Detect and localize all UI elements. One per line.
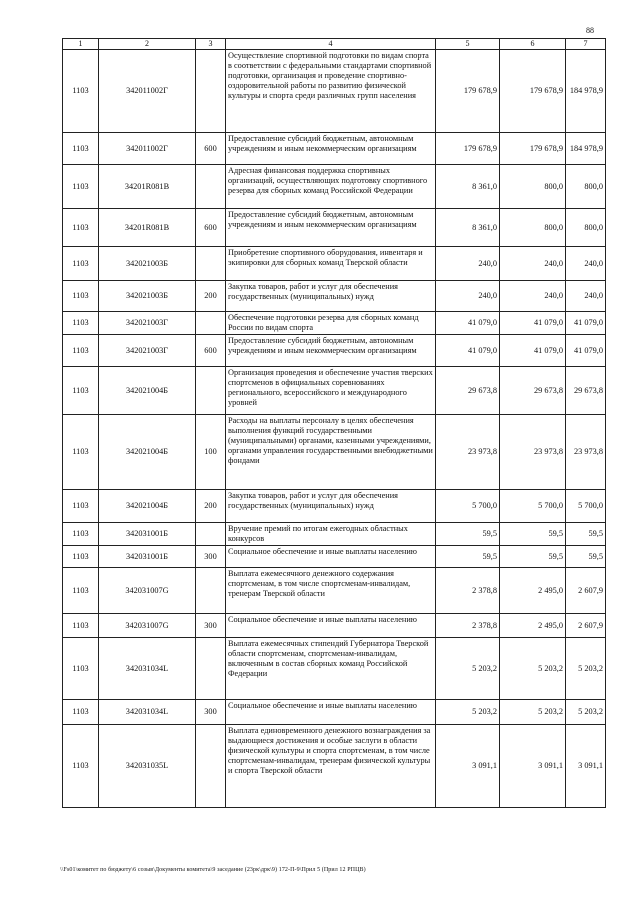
section-code-cell: 1103 <box>63 50 99 133</box>
expense-type-cell: 100 <box>196 415 226 490</box>
section-code-cell: 1103 <box>63 546 99 568</box>
item-name-cell: Закупка товаров, работ и услуг для обеспечения государственных (муниципальных) нужд <box>226 281 436 312</box>
amount-year1-cell: 2 378,8 <box>436 568 500 614</box>
amount-year2-cell: 3 091,1 <box>500 725 566 808</box>
column-header: 2 <box>99 39 196 50</box>
amount-year3-cell: 59,5 <box>566 523 606 546</box>
column-header: 4 <box>226 39 436 50</box>
target-article-cell: 342021003Б <box>99 281 196 312</box>
section-code-cell: 1103 <box>63 367 99 415</box>
item-name-cell: Предоставление субсидий бюджетным, автономным учреждениям и иным некоммерческим организациям <box>226 209 436 247</box>
amount-year3-cell: 29 673,8 <box>566 367 606 415</box>
item-name-cell: Расходы на выплаты персоналу в целях обеспечения выполнения функций государственными (муниципальными) органами, казенными учреждениями, органами управления государственными внебюджетными фондами <box>226 415 436 490</box>
expense-type-cell <box>196 367 226 415</box>
section-code-cell: 1103 <box>63 490 99 523</box>
amount-year1-cell: 41 079,0 <box>436 335 500 367</box>
amount-year2-cell: 2 495,0 <box>500 614 566 638</box>
target-article-cell: 342031034L <box>99 700 196 725</box>
target-article-cell: 34201R081В <box>99 209 196 247</box>
target-article-cell: 342021004Б <box>99 367 196 415</box>
expense-type-cell <box>196 165 226 209</box>
section-code-cell: 1103 <box>63 415 99 490</box>
amount-year2-cell: 41 079,0 <box>500 312 566 335</box>
table-row <box>63 614 606 638</box>
section-code-cell: 1103 <box>63 614 99 638</box>
amount-year3-cell: 800,0 <box>566 165 606 209</box>
amount-year3-cell: 41 079,0 <box>566 335 606 367</box>
target-article-cell: 342031001Б <box>99 546 196 568</box>
amount-year2-cell: 59,5 <box>500 546 566 568</box>
amount-year1-cell: 5 700,0 <box>436 490 500 523</box>
table-row <box>63 247 606 281</box>
amount-year3-cell: 184 978,9 <box>566 133 606 165</box>
table-row <box>63 568 606 614</box>
target-article-cell: 342031035L <box>99 725 196 808</box>
section-code-cell: 1103 <box>63 638 99 700</box>
amount-year3-cell: 2 607,9 <box>566 568 606 614</box>
expense-type-cell: 600 <box>196 133 226 165</box>
amount-year3-cell: 59,5 <box>566 546 606 568</box>
column-header: 5 <box>436 39 500 50</box>
amount-year3-cell: 3 091,1 <box>566 725 606 808</box>
column-header: 6 <box>500 39 566 50</box>
amount-year1-cell: 2 378,8 <box>436 614 500 638</box>
column-header: 1 <box>63 39 99 50</box>
amount-year2-cell: 23 973,8 <box>500 415 566 490</box>
target-article-cell: 342021004Б <box>99 490 196 523</box>
amount-year3-cell: 5 700,0 <box>566 490 606 523</box>
footer-path: \\Fs01\комитет по бюджету\6 созыв\Документы комитета\9 заседание (23рк\дрк\9) 172-П-9\Прил 5 (Прил 12 РПЦВ) <box>60 867 366 873</box>
amount-year2-cell: 240,0 <box>500 247 566 281</box>
column-header: 7 <box>566 39 606 50</box>
amount-year1-cell: 59,5 <box>436 523 500 546</box>
amount-year2-cell: 5 203,2 <box>500 638 566 700</box>
item-name-cell: Адресная финансовая поддержка спортивных организаций, осуществляющих подготовку спортивного резерва для сборных команд Российской Федерации <box>226 165 436 209</box>
item-name-cell: Предоставление субсидий бюджетным, автономным учреждениям и иным некоммерческим организациям <box>226 335 436 367</box>
amount-year3-cell: 240,0 <box>566 281 606 312</box>
table-row <box>63 546 606 568</box>
column-header: 3 <box>196 39 226 50</box>
header-row <box>63 39 606 50</box>
amount-year2-cell: 59,5 <box>500 523 566 546</box>
section-code-cell: 1103 <box>63 700 99 725</box>
item-name-cell: Обеспечение подготовки резерва для сборных команд России по видам спорта <box>226 312 436 335</box>
amount-year2-cell: 29 673,8 <box>500 367 566 415</box>
table-row <box>63 523 606 546</box>
amount-year3-cell: 23 973,8 <box>566 415 606 490</box>
table-row <box>63 415 606 490</box>
expense-type-cell: 200 <box>196 281 226 312</box>
amount-year3-cell: 5 203,2 <box>566 700 606 725</box>
expense-type-cell <box>196 50 226 133</box>
item-name-cell: Осуществление спортивной подготовки по видам спорта в соответствии с федеральными стандартами спортивной подготовки, организация и проведение спортивно-оздоровительной работы по развитию физической культуры и спорта среди различных групп населения <box>226 50 436 133</box>
table-row <box>63 312 606 335</box>
amount-year1-cell: 179 678,9 <box>436 133 500 165</box>
amount-year2-cell: 800,0 <box>500 165 566 209</box>
amount-year1-cell: 29 673,8 <box>436 367 500 415</box>
amount-year3-cell: 2 607,9 <box>566 614 606 638</box>
amount-year1-cell: 41 079,0 <box>436 312 500 335</box>
amount-year2-cell: 5 700,0 <box>500 490 566 523</box>
amount-year1-cell: 240,0 <box>436 281 500 312</box>
expense-type-cell: 600 <box>196 335 226 367</box>
section-code-cell: 1103 <box>63 523 99 546</box>
target-article-cell: 342021003Г <box>99 335 196 367</box>
amount-year1-cell: 3 091,1 <box>436 725 500 808</box>
target-article-cell: 342031007G <box>99 614 196 638</box>
expense-type-cell <box>196 638 226 700</box>
amount-year2-cell: 240,0 <box>500 281 566 312</box>
expense-type-cell <box>196 725 226 808</box>
section-code-cell: 1103 <box>63 165 99 209</box>
table-row <box>63 133 606 165</box>
table-row <box>63 165 606 209</box>
amount-year3-cell: 5 203,2 <box>566 638 606 700</box>
amount-year1-cell: 23 973,8 <box>436 415 500 490</box>
section-code-cell: 1103 <box>63 247 99 281</box>
expense-type-cell <box>196 247 226 281</box>
target-article-cell: 342031007G <box>99 568 196 614</box>
expense-type-cell: 200 <box>196 490 226 523</box>
item-name-cell: Приобретение спортивного оборудования, инвентаря и экипировки для сборных команд Тверской области <box>226 247 436 281</box>
amount-year1-cell: 8 361,0 <box>436 209 500 247</box>
table-row <box>63 700 606 725</box>
table-row <box>63 335 606 367</box>
item-name-cell: Выплата ежемесячного денежного содержания спортсменам, в том числе спортсменам-инвалидам, тренерам Тверской области <box>226 568 436 614</box>
item-name-cell: Социальное обеспечение и иные выплаты населению <box>226 700 436 725</box>
table-row <box>63 490 606 523</box>
section-code-cell: 1103 <box>63 281 99 312</box>
item-name-cell: Выплата ежемесячных стипендий Губернатора Тверской области спортсменам, спортсменам-инвалидам, включенным в состав сборных команд Российской Федерации <box>226 638 436 700</box>
amount-year2-cell: 179 678,9 <box>500 50 566 133</box>
target-article-cell: 342011002Г <box>99 133 196 165</box>
budget-table <box>62 38 606 808</box>
expense-type-cell: 600 <box>196 209 226 247</box>
item-name-cell: Предоставление субсидий бюджетным, автономным учреждениям и иным некоммерческим организациям <box>226 133 436 165</box>
amount-year2-cell: 179 678,9 <box>500 133 566 165</box>
expense-type-cell: 300 <box>196 700 226 725</box>
amount-year2-cell: 2 495,0 <box>500 568 566 614</box>
item-name-cell: Вручение премий по итогам ежегодных областных конкурсов <box>226 523 436 546</box>
expense-type-cell <box>196 312 226 335</box>
section-code-cell: 1103 <box>63 725 99 808</box>
amount-year1-cell: 8 361,0 <box>436 165 500 209</box>
section-code-cell: 1103 <box>63 209 99 247</box>
item-name-cell: Социальное обеспечение и иные выплаты населению <box>226 614 436 638</box>
amount-year1-cell: 59,5 <box>436 546 500 568</box>
table-row <box>63 209 606 247</box>
table-row <box>63 725 606 808</box>
amount-year1-cell: 5 203,2 <box>436 700 500 725</box>
amount-year3-cell: 800,0 <box>566 209 606 247</box>
target-article-cell: 342031001Б <box>99 523 196 546</box>
amount-year1-cell: 179 678,9 <box>436 50 500 133</box>
target-article-cell: 342031034L <box>99 638 196 700</box>
section-code-cell: 1103 <box>63 568 99 614</box>
item-name-cell: Закупка товаров, работ и услуг для обеспечения государственных (муниципальных) нужд <box>226 490 436 523</box>
page-number: 88 <box>586 26 594 35</box>
target-article-cell: 342011002Г <box>99 50 196 133</box>
amount-year3-cell: 240,0 <box>566 247 606 281</box>
expense-type-cell: 300 <box>196 546 226 568</box>
table-row <box>63 50 606 133</box>
target-article-cell: 342021003Б <box>99 247 196 281</box>
table-row <box>63 281 606 312</box>
item-name-cell: Выплата единовременного денежного вознаграждения за выдающиеся достижения и особые заслуги в области физической культуры и спорта спортсменам, в том числе спортсменам-инвалидам, тренерам физической культуры и спорта Тверской области <box>226 725 436 808</box>
amount-year2-cell: 5 203,2 <box>500 700 566 725</box>
amount-year1-cell: 5 203,2 <box>436 638 500 700</box>
amount-year2-cell: 41 079,0 <box>500 335 566 367</box>
table-row <box>63 367 606 415</box>
amount-year1-cell: 240,0 <box>436 247 500 281</box>
table-row <box>63 638 606 700</box>
target-article-cell: 342021004Б <box>99 415 196 490</box>
amount-year3-cell: 184 978,9 <box>566 50 606 133</box>
expense-type-cell <box>196 523 226 546</box>
amount-year2-cell: 800,0 <box>500 209 566 247</box>
section-code-cell: 1103 <box>63 133 99 165</box>
section-code-cell: 1103 <box>63 335 99 367</box>
section-code-cell: 1103 <box>63 312 99 335</box>
amount-year3-cell: 41 079,0 <box>566 312 606 335</box>
table-body <box>63 50 606 808</box>
item-name-cell: Социальное обеспечение и иные выплаты населению <box>226 546 436 568</box>
expense-type-cell <box>196 568 226 614</box>
item-name-cell: Организация проведения и обеспечение участия тверских спортсменов в официальных соревнованиях регионального, всероссийского и международного уровней <box>226 367 436 415</box>
target-article-cell: 342021003Г <box>99 312 196 335</box>
target-article-cell: 34201R081В <box>99 165 196 209</box>
expense-type-cell: 300 <box>196 614 226 638</box>
